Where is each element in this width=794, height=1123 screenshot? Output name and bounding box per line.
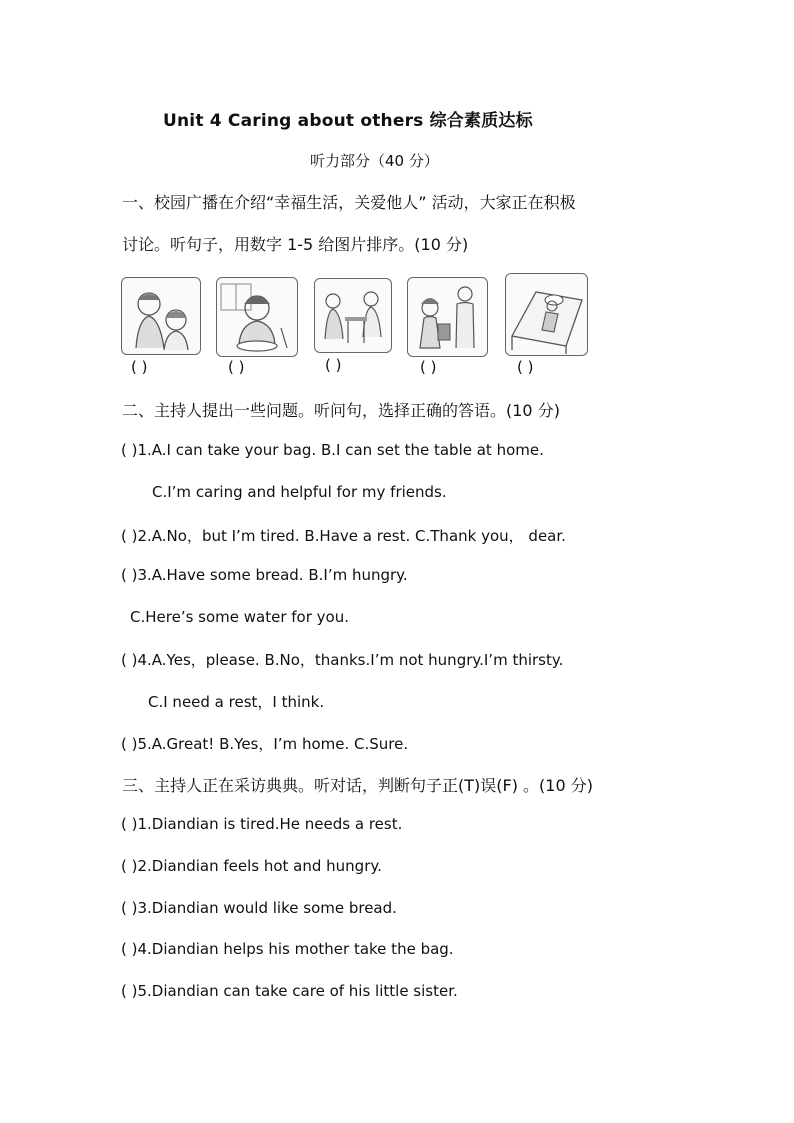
listening-subtitle: 听力部分（40 分） [310,152,439,170]
person-in-bed-picture [505,273,588,356]
question-line: ( )3.A.Have some bread. B.I’m hungry. [121,566,408,584]
picture2-answer-blank[interactable]: ( ) [228,358,245,376]
helping-at-desk-picture [314,278,392,353]
question-line: C.I’m caring and helpful for my friends. [152,483,447,501]
question-line: ( )1.A.I can take your bag. B.I can set the table at home. [121,441,544,459]
question-line: C.I need a rest，I think. [148,693,325,711]
picture3-answer-blank[interactable]: ( ) [325,356,342,374]
boy-eating-picture [216,277,298,357]
page-title: Unit 4 Caring about others 综合素质达标 [163,111,533,131]
section1-instruction-line1: 一、校园广播在介绍“幸福生活，关爱他人” 活动，大家正在积极 [122,193,576,212]
judgement-line: ( )4.Diandian helps his mother take the bag. [121,940,454,958]
question-line: ( )2.A.No，but I’m tired. B.Have a rest. C.Thank you， dear. [121,527,566,545]
section3-heading: 三、主持人正在采访典典。听对话，判断句子正(T)误(F) 。(10 分) [122,776,593,795]
section1-instruction-line2: 讨论。听句子，用数字 1-5 给图片排序。(10 分) [122,235,469,254]
question-line: ( )4.A.Yes，please. B.No，thanks.I’m not hungry.I’m thirsty. [121,651,564,669]
question-line: ( )5.A.Great! B.Yes，I’m home. C.Sure. [121,735,409,753]
judgement-line: ( )3.Diandian would like some bread. [121,899,397,917]
judgement-line: ( )5.Diandian can take care of his little sister. [121,982,458,1000]
section2-heading: 二、主持人提出一些问题。听问句，选择正确的答语。(10 分) [122,401,560,420]
judgement-line: ( )1.Diandian is tired.He needs a rest. [121,815,403,833]
picture5-answer-blank[interactable]: ( ) [517,358,534,376]
judgement-line: ( )2.Diandian feels hot and hungry. [121,857,382,875]
picture1-answer-blank[interactable]: ( ) [131,358,148,376]
question-line: C.Here’s some water for you. [130,608,349,626]
picture4-answer-blank[interactable]: ( ) [420,358,437,376]
girl-and-man-picture [407,277,488,357]
children-sharing-picture [121,277,201,355]
